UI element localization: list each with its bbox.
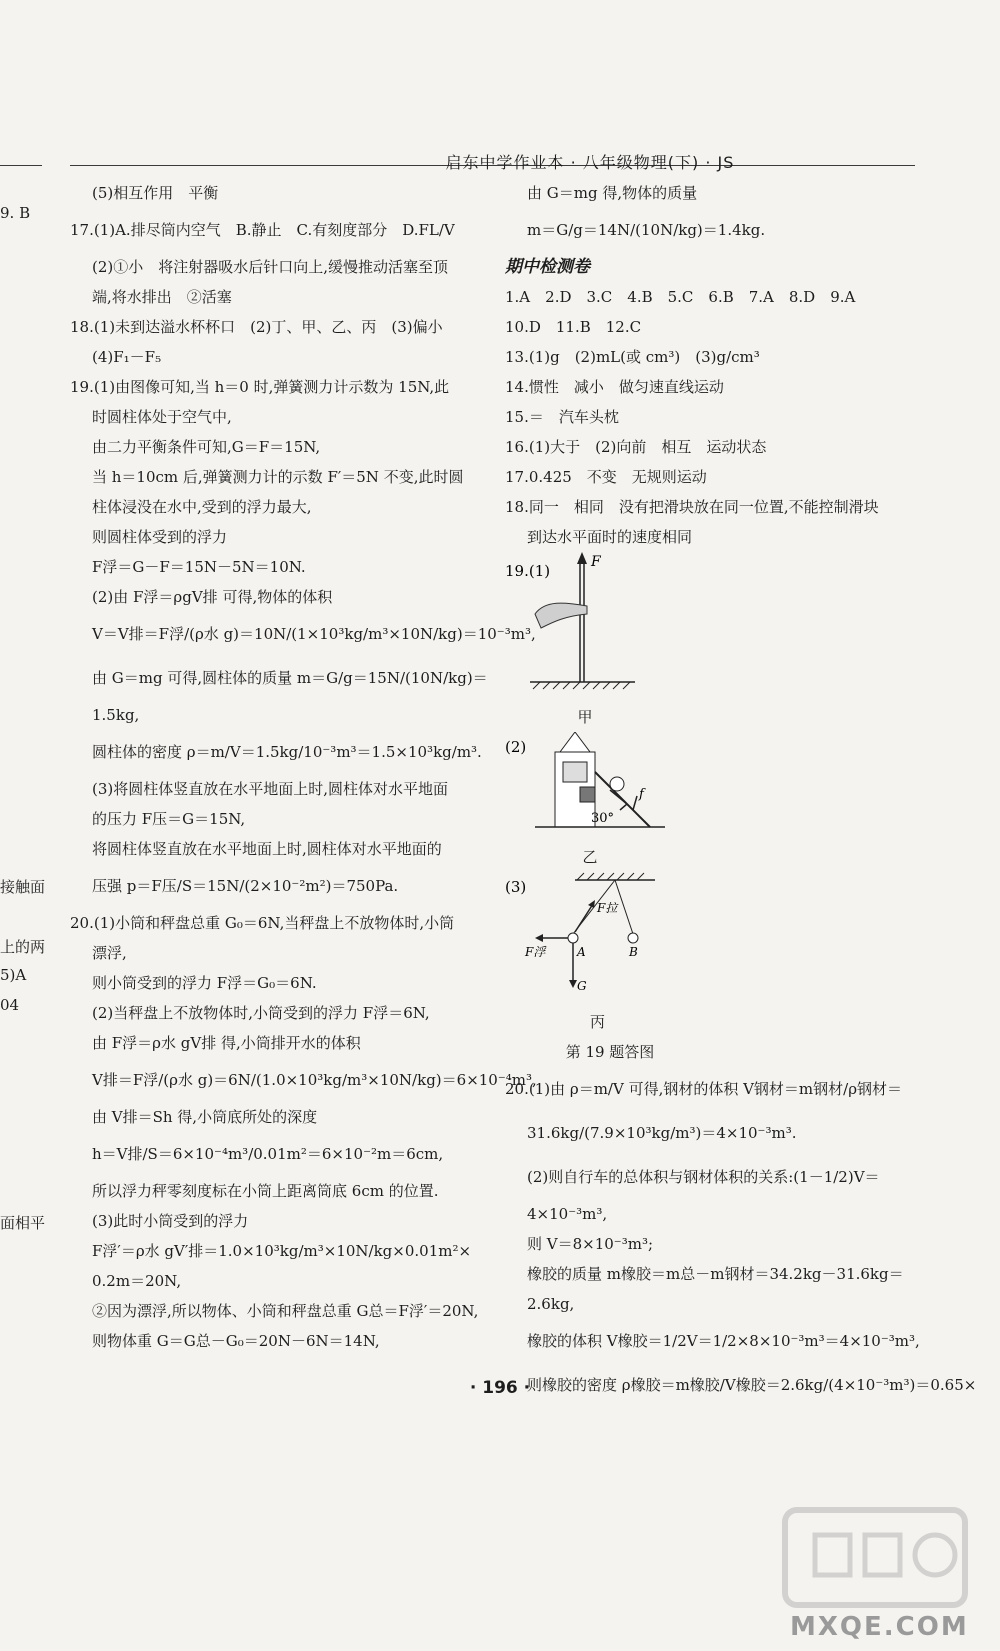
right-column [505, 178, 977, 1407]
text-line: 20.(1)小筒和秤盘总重 G₀＝6N,当秤盘上不放物体时,小筒 [70, 914, 455, 932]
child-icon [610, 777, 624, 791]
margin-fragment: 5)A [0, 966, 27, 984]
figure-jia [505, 552, 925, 702]
text-line: 0.2m＝20N, [92, 1272, 182, 1290]
figure-bing [505, 872, 925, 1007]
formula-line: 则橡胶的密度 ρ橡胶＝m橡胶/V橡胶＝2.6kg/(4×10⁻³m³)＝0.65× [527, 1376, 977, 1394]
watermark-text: MXQE.COM [790, 1612, 969, 1642]
text-line: 2.6kg, [527, 1295, 575, 1313]
figure-yi [505, 732, 925, 842]
formula-line: h＝V排/S＝6×10⁻⁴m³/0.01m²＝6×10⁻²m＝6cm, [92, 1145, 444, 1163]
text-line: F浮＝G－F＝15N－5N＝10N. [92, 558, 306, 576]
text-line: 柱体浸没在水中,受到的浮力最大, [92, 498, 312, 516]
ground-hatch-icon [533, 682, 630, 689]
page-header: 启东中学作业本 · 八年级物理(下) · JS [445, 153, 735, 172]
fig1-label: 19.(1) [505, 562, 551, 580]
margin-fragment: 面相平 [0, 1214, 46, 1232]
page-number: · 196 · [469, 1378, 531, 1398]
fig1-caption: 甲 [577, 708, 593, 726]
text-line: 15.＝ 汽车头枕 [505, 408, 619, 426]
text-line: (5)相互作用 平衡 [92, 184, 219, 202]
text-line: (3)将圆柱体竖直放在水平地面上时,圆柱体对水平地面 [92, 780, 449, 798]
text-line: 端,将水排出 ②活塞 [92, 288, 232, 306]
section-title: 期中检测卷 [505, 257, 590, 277]
ball-b-icon [628, 933, 638, 943]
fig2-caption: 乙 [582, 848, 598, 866]
text-line: 13.(1)g (2)mL(或 cm³) (3)g/cm³ [505, 348, 760, 366]
fig1-force-label: F [591, 554, 601, 570]
formula-line: (2)则自行车的总体积与钢材体积的关系:(1－1/2)V＝ [527, 1168, 880, 1186]
margin-fragment: 接触面 [0, 878, 46, 896]
hand-icon [535, 603, 587, 628]
text-line: 由 F浮＝ρ水 gV排 得,小筒排开水的体积 [92, 1034, 361, 1052]
text-line: 17.0.425 不变 无规则运动 [505, 468, 707, 486]
fig3-label: (3) [505, 878, 527, 896]
text-line: 将圆柱体竖直放在水平地面上时,圆柱体对水平地面的 [92, 840, 442, 858]
fig3-a-label: A [577, 945, 586, 959]
text-line: 18.同一 相同 没有把滑块放在同一位置,不能控制滑块 [505, 498, 879, 516]
text-line: 漂浮, [92, 944, 127, 962]
fig2-label: (2) [505, 738, 527, 756]
text-line: 所以浮力秤零刻度标在小筒上距离筒底 6cm 的位置. [92, 1182, 439, 1200]
text-line: 14.惯性 减小 做匀速直线运动 [505, 378, 724, 396]
formula-line: 圆柱体的密度 ρ＝m/V＝1.5kg/10⁻³m³＝1.5×10³kg/m³. [92, 743, 482, 761]
text-line: 的压力 F压＝G＝15N, [92, 810, 246, 828]
formula-line: 压强 p＝F压/S＝15N/(2×10⁻²m²)＝750Pa. [92, 877, 399, 895]
text-line: (3)此时小筒受到的浮力 [92, 1212, 249, 1230]
text-line: 1.A 2.D 3.C 4.B 5.C 6.B 7.A 8.D 9.A [505, 288, 856, 306]
text-line: 18.(1)未到达溢水杯杯口 (2)丁、甲、乙、丙 (3)偏小 [70, 318, 443, 336]
fig3-gravity-label: G [577, 979, 587, 993]
ceiling-hatch-icon [577, 873, 644, 880]
text-line: 由二力平衡条件可知,G＝F＝15N, [92, 438, 321, 456]
text-line: 到达水平面时的速度相同 [527, 528, 693, 546]
text-line: (2)当秤盘上不放物体时,小筒受到的浮力 F浮＝6N, [92, 1004, 430, 1022]
figure-bing-drawing [505, 872, 925, 1007]
figure-jia-drawing [505, 552, 925, 702]
left-column [70, 178, 537, 1356]
text-line: 由 V排＝Sh 得,小筒底所处的深度 [92, 1108, 318, 1126]
text-line: 橡胶的质量 m橡胶＝m总－m钢材＝34.2kg－31.6kg＝ [527, 1265, 904, 1283]
figure-yi-drawing [505, 732, 925, 842]
text-line: 则小筒受到的浮力 F浮＝G₀＝6N. [92, 974, 317, 992]
text-line: (2)由 F浮＝ρgV排 可得,物体的体积 [92, 588, 333, 606]
formula-line: V排＝F浮/(ρ水 g)＝6N/(1.0×10³kg/m³×10N/kg)＝6×10⁻⁴m³, [92, 1071, 537, 1089]
text-line: 4×10⁻³m³, [527, 1205, 608, 1223]
text-line: 16.(1)大于 (2)向前 相互 运动状态 [505, 438, 767, 456]
margin-fragment: 9. B [0, 204, 31, 222]
text-line: 10.D 11.B 12.C [505, 318, 642, 336]
text-line: ②因为漂浮,所以物体、小筒和秤盘总重 G总＝F浮′＝20N, [92, 1302, 479, 1320]
figure-caption: 第 19 题答图 [565, 1043, 655, 1061]
text-line: 1.5kg, [92, 706, 140, 724]
fig2-force-label: f [639, 787, 644, 802]
margin-fragment: 04 [0, 996, 20, 1014]
formula-line: V＝V排＝F浮/(ρ水 g)＝10N/(1×10³kg/m³×10N/kg)＝10⁻³m³, [92, 625, 536, 643]
margin-fragment: 上的两 [0, 938, 46, 956]
fig3-caption: 丙 [589, 1013, 605, 1031]
text-line: 17.(1)A.排尽筒内空气 B.静止 C.有刻度部分 D.FL/V [70, 221, 455, 239]
ball-a-icon [568, 933, 578, 943]
fig3-b-label: B [629, 945, 638, 959]
formula-line: m＝G/g＝14N/(10N/kg)＝1.4kg. [527, 221, 766, 239]
text-line: (2)①小 将注射器吸水后针口向上,缓慢推动活塞至顶 [92, 258, 449, 276]
text-line: 19.(1)由图像可知,当 h＝0 时,弹簧测力计示数为 15N,此 [70, 378, 450, 396]
text-line: 由 G＝mg 得,物体的质量 [527, 184, 698, 202]
text-line: 则圆柱体受到的浮力 [92, 528, 228, 546]
text-line: 则 V＝8×10⁻³m³; [527, 1235, 654, 1253]
fig3-tension-label: F拉 [597, 901, 618, 915]
formula-line: 31.6kg/(7.9×10³kg/m³)＝4×10⁻³m³. [527, 1124, 797, 1142]
text-line: (4)F₁－F₅ [92, 348, 162, 366]
text-line: 当 h＝10cm 后,弹簧测力计的示数 F′＝5N 不变,此时圆 [92, 468, 464, 486]
fig2-angle-label: 30° [591, 811, 615, 826]
text-line: 时圆柱体处于空气中, [92, 408, 232, 426]
text-line: 则物体重 G＝G总－G₀＝20N－6N＝14N, [92, 1332, 380, 1350]
text-line: F浮′＝ρ水 gV′排＝1.0×10³kg/m³×10N/kg×0.01m²× [92, 1242, 472, 1260]
formula-line: 20.(1)由 ρ＝m/V 可得,钢材的体积 V钢材＝m钢材/ρ钢材＝ [505, 1080, 903, 1098]
formula-line: 橡胶的体积 V橡胶＝1/2V＝1/2×8×10⁻³m³＝4×10⁻³m³, [527, 1332, 920, 1350]
fig3-buoy-label: F浮 [525, 945, 546, 959]
formula-line: 由 G＝mg 可得,圆柱体的质量 m＝G/g＝15N/(10N/kg)＝ [92, 669, 488, 687]
